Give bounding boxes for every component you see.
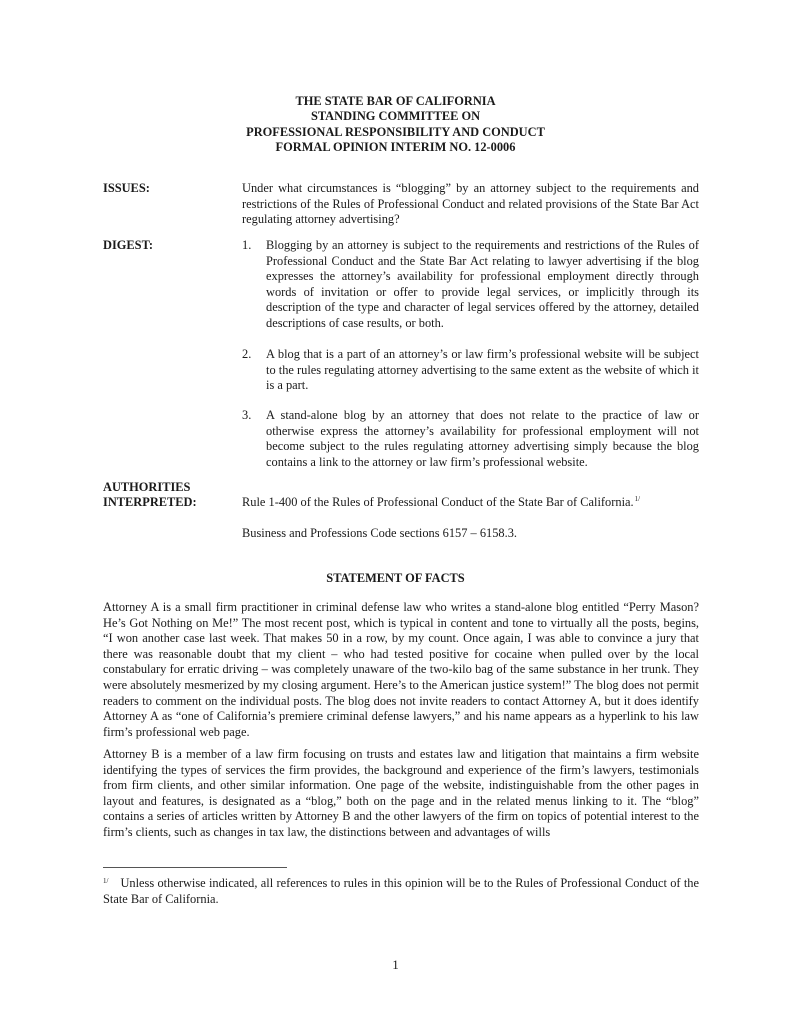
digest-item-text: Blogging by an attorney is subject to the requirements and restrictions of the Rules of Professional Conduct and the State Bar Act relating to lawyer advertising if the blog expresses the attorney’s availability for professional employment directly through words of invitation or offer to provide legal services, or implicitly through its description of the type and character of legal services offered by the attorney, detailed descriptions of case results, or both. — [266, 238, 699, 330]
title-line-2: STANDING COMMITTEE ON — [310, 109, 481, 124]
digest-item-text: A stand-alone blog by an attorney that does not relate to the practice of law or otherwise express the attorney’s availability for professional employment will not become subject to the rules regulating attorney advertising simply because the blog contains a link to the attorney or law firm’s professional website. — [266, 408, 699, 469]
footnote — [103, 876, 699, 907]
issues-label: ISSUES: — [103, 181, 150, 195]
page-number: 1 — [392, 957, 399, 972]
facts-paragraph-2: Attorney B is a member of a law firm focusing on trusts and estates law and litigation that maintains a firm website identifying the types of services the firm provides, the background and experience of the firm’s lawyers, testimonials from firm clients, and other similar information. One page of the website, indistinguishable from the other pages in layout and features, is designated as a “blog,” both on the page and in the related menus linking to it. The “blog” contains a series of articles written by Attorney B and the other lawyers of the firm on topics of potential interest to the firm’s clients, such as changes in tax law, the distinctions between and advantages of wills — [103, 747, 699, 839]
footnote-text: Unless otherwise indicated, all references to rules in this opinion will be to the Rules of Professional Conduct of the State Bar of California. — [103, 876, 699, 906]
title-line-4: FORMAL OPINION INTERIM NO. 12-0006 — [275, 140, 516, 155]
statement-of-facts-heading: STATEMENT OF FACTS — [326, 571, 465, 585]
digest-item-number: 3. — [242, 408, 252, 422]
authority-item-2: Business and Professions Code sections 6157 – 6158.3. — [242, 526, 517, 540]
authority-text: Rule 1-400 of the Rules of Professional Conduct of the State Bar of California. — [242, 495, 634, 509]
digest-item-number: 1. — [242, 238, 252, 252]
digest-item-number: 2. — [242, 347, 252, 361]
document-title — [0, 94, 791, 156]
title-line-1: THE STATE BAR OF CALIFORNIA — [295, 94, 496, 108]
footnote-marker: 1/ — [103, 877, 109, 885]
facts-paragraph-1: Attorney A is a small firm practitioner in criminal defense law who writes a stand-alone blog entitled “Perry Mason? He’s Got Nothing on Me!” The most recent post, which is typical in content and tone to virtually all the posts, begins, “I won another case last week. That makes 50 in a row, by my count. Once again, I was able to convince a jury that there was reasonable doubt that my client – who had tested positive for cocaine when pulled over by the local constabulary for erratic driving – was completely unaware of the two-kilo bag of the same substance in her trunk. They were absolutely mesmerized by my closing argument. Here’s to the American justice system!” The blog does not permit readers to comment on the individual posts. The blog does not invite readers to contact Attorney A, but it does identify Attorney A as “one of California’s premiere criminal defense lawyers,” and his name appears as a hyperlink to his law firm’s professional web page. — [103, 600, 699, 739]
authorities-label-line2: INTERPRETED: — [103, 495, 197, 509]
title-line-3: PROFESSIONAL RESPONSIBILITY AND CONDUCT — [246, 124, 545, 139]
authority-item-1 — [242, 495, 699, 511]
digest-label: DIGEST: — [103, 238, 154, 252]
authorities-label-line1: AUTHORITIES — [103, 480, 191, 494]
footnote-reference[interactable]: 1/ — [634, 495, 641, 503]
footnote-separator — [103, 867, 287, 868]
digest-item-text: A blog that is a part of an attorney’s or law firm’s professional website will be subject to the rules regulating attorney advertising to the same extent as the website of which it is a part. — [266, 347, 699, 393]
issues-text: Under what circumstances is “blogging” by an attorney subject to the requirements and restrictions of the Rules of Professional Conduct and related provisions of the State Bar Act regulating attorney advertising? — [242, 181, 699, 227]
